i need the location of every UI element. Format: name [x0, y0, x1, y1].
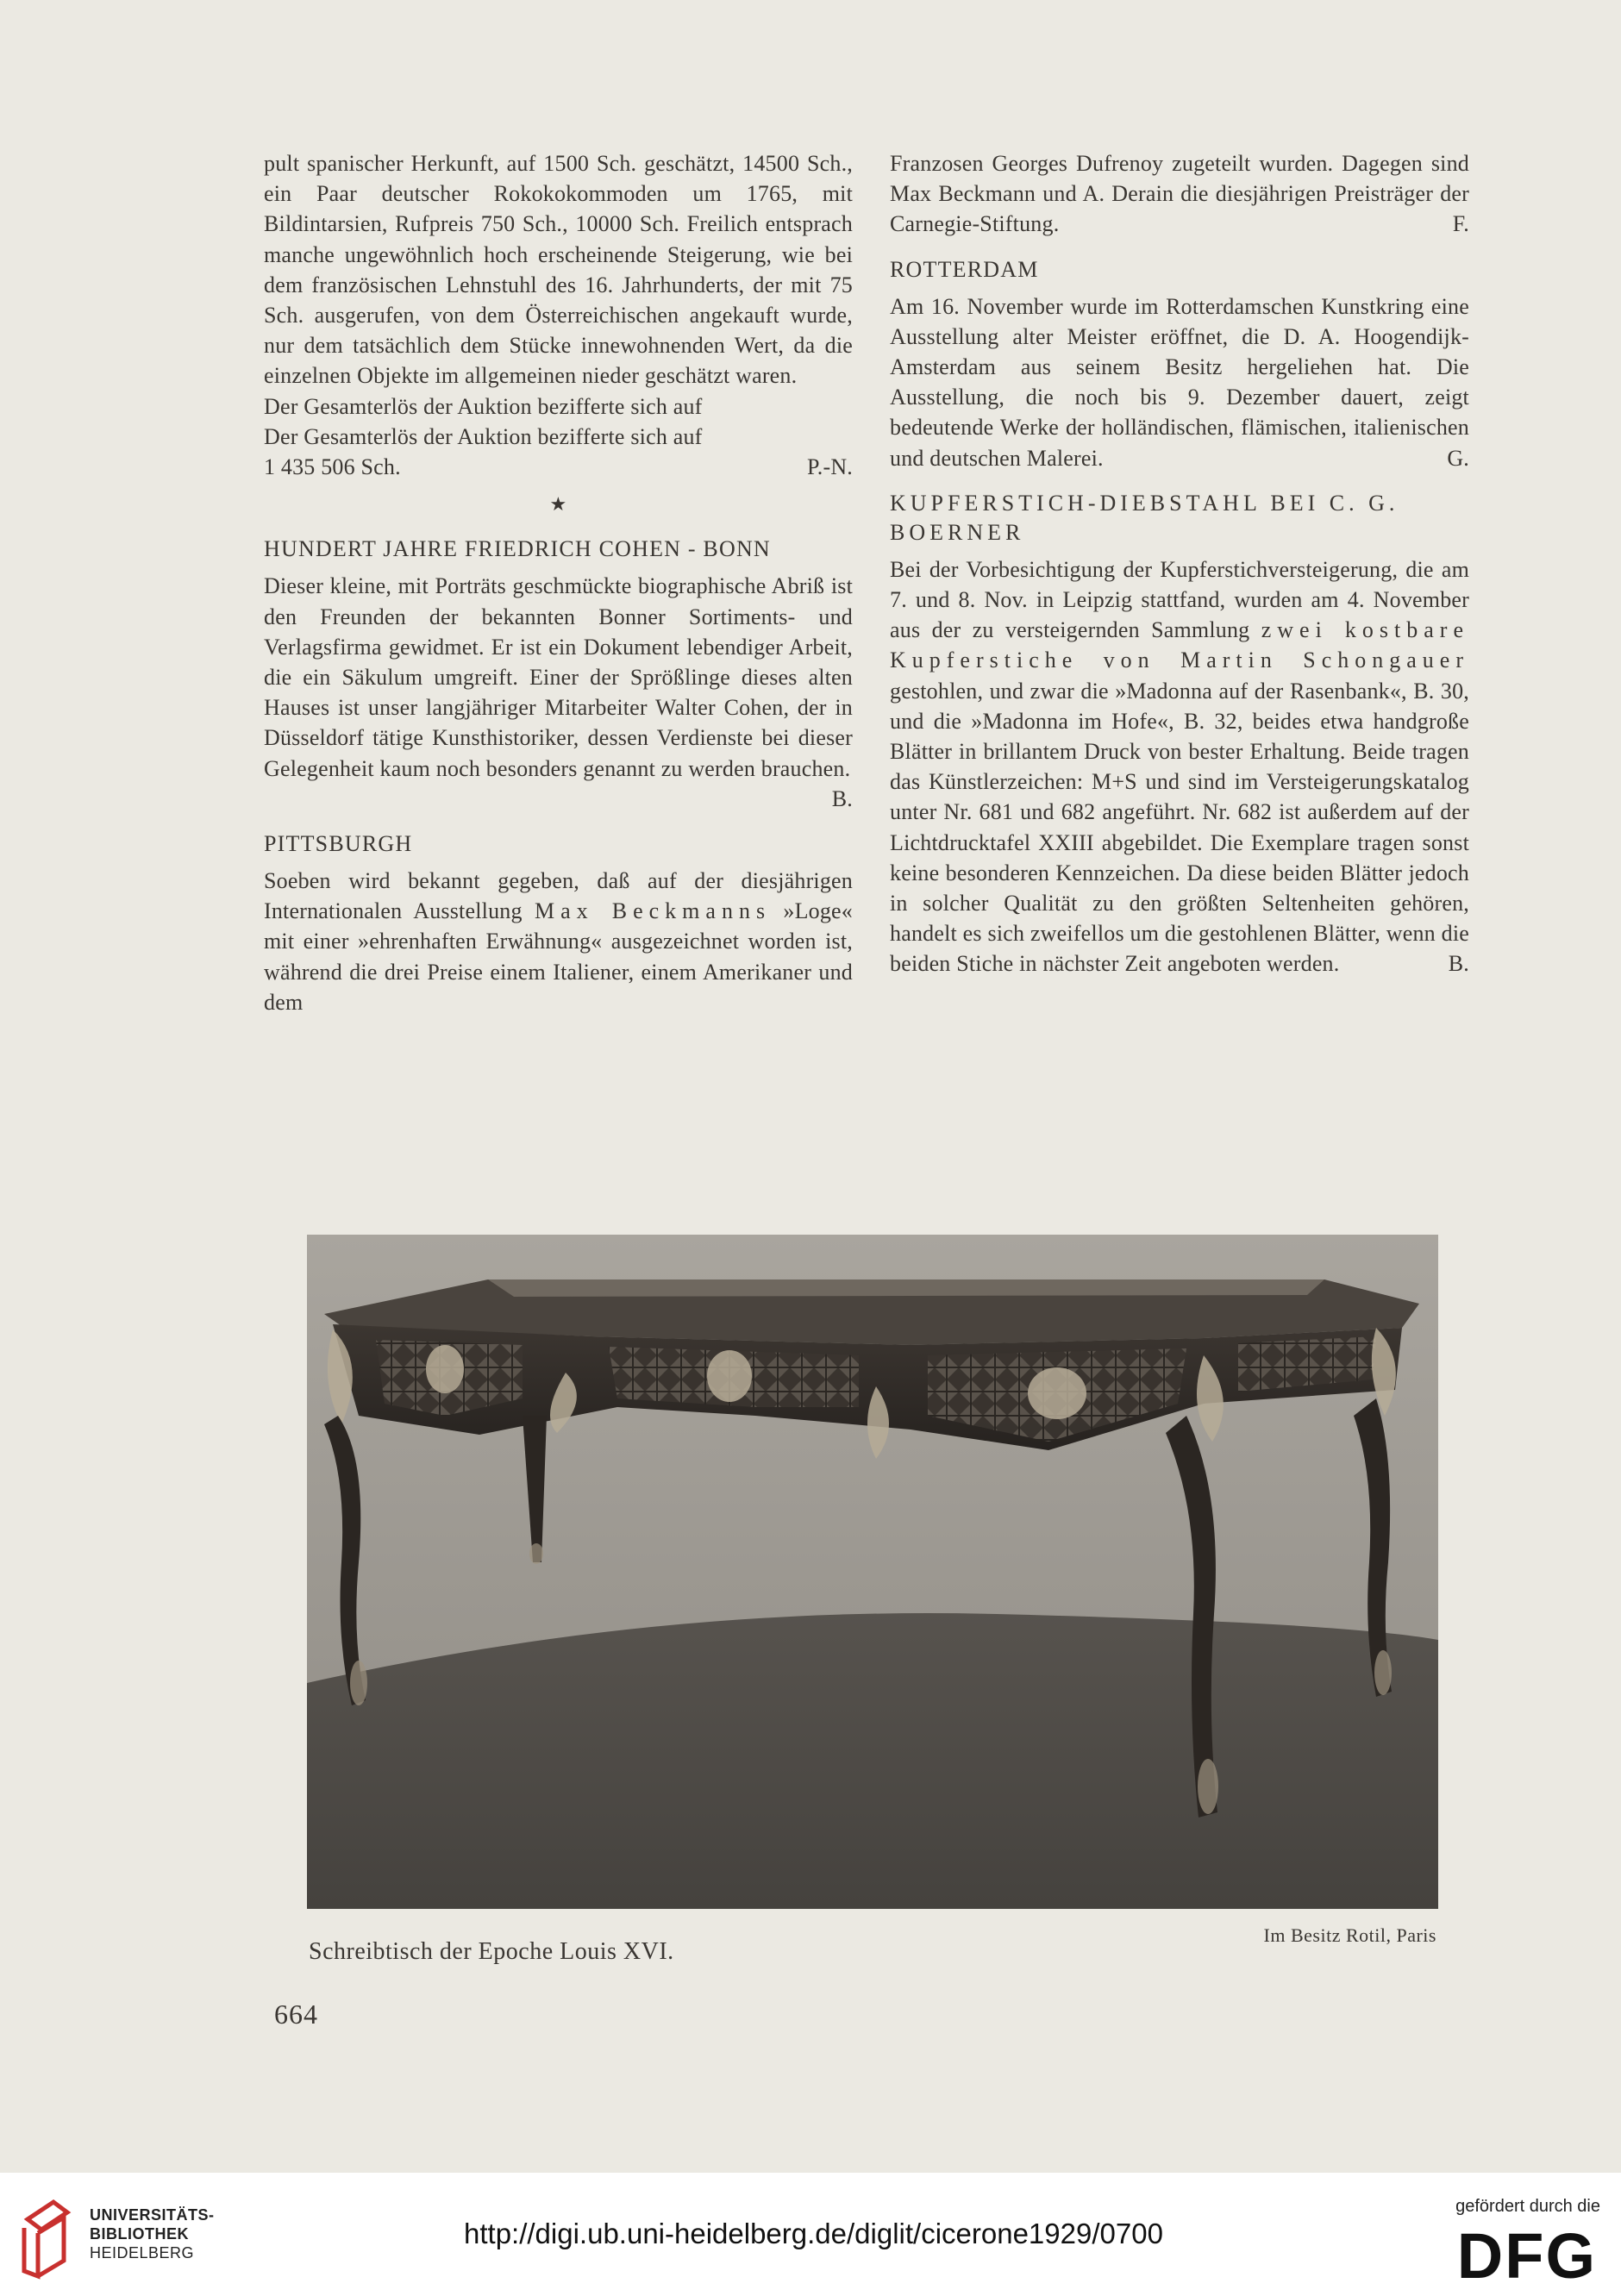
dfg-logo: DFG [1456, 2220, 1597, 2292]
pittsburgh-text-1: Soeben wird bekannt gegeben, daß auf der diesjährigen Internationalen Ausstellung [264, 868, 853, 924]
cohen-signature: B. [831, 785, 853, 811]
theft-text-2: gestohlen, und zwar die »Madonna auf der Rasenbank«, B. 30, und die »Madonna im Hofe«, B. 32, beides etwa handgroße Blätter in brillantem Druck von bester Erhaltung. Beide tragen das Künstlerzeichen: M+S und sind im Versteigerungskatalog unter Nr. 681 und 682 angeführt. Nr. 682 ist außerdem auf der Lichtdrucktafel XXIII abgebildet. Die Exemplare tragen sonst keine besonderen Kennzeichen. Da diese beiden Blätter jedoch in solcher Qualität zu den größten Seltenheiten gehören, handelt es sich zweifellos um die gestohlenen Blätter, wenn die beiden Stiche in nächster Zeit angeboten werden. [890, 678, 1469, 977]
theft-signature: B. [1448, 951, 1469, 977]
figure-credit: Im Besitz Rotil, Paris [1263, 1924, 1436, 1946]
pittsburgh-text-2: »Loge« mit einer »ehrenhaften Erwähnung« ausgezeichnet worden ist, während die drei Preise einem Italiener, einem Amerikaner und dem [264, 898, 853, 1015]
desk-illustration [307, 1235, 1438, 1909]
auction-total-line: Der Gesamterlös der Auktion bezifferte sich auf [264, 393, 703, 419]
cohen-signature-row [264, 784, 853, 814]
library-line-3: HEIDELBERG [90, 2244, 195, 2262]
pittsburgh-artist-name: Max Beckmanns [534, 898, 772, 924]
digitization-footer [0, 2173, 1621, 2296]
funding-label: gefördert durch die [1455, 2197, 1600, 2216]
rotterdam-paragraph [890, 291, 1469, 473]
university-library-name [90, 2205, 215, 2262]
rotterdam-text: Am 16. November wurde im Rotterdamschen Kunstkring eine Ausstellung alter Meister eröffnet, die D. A. Hoogendijk-Amsterdam aus seinem Besitz hergeliehen hat. Die Ausstellung, die noch bis 9. Dezember dauert, zeigt bedeutende Werke der holländischen, flämischen, italienischen und deutschen Malerei. [890, 293, 1469, 471]
theft-heading: KUPFERSTICH-DIEBSTAHL BEI C. G. BOERNER [890, 490, 1399, 545]
library-line-1: UNIVERSITÄTS- [90, 2206, 215, 2224]
page-number: 664 [274, 1999, 318, 2030]
pittsburgh-cont-text: Franzosen Georges Dufrenoy zugeteilt wurden. Dagegen sind Max Beckmann und A. Derain die diesjährigen Preisträger der Carnegie-Stiftung. [890, 151, 1469, 237]
figure-caption: Schreibtisch der Epoche Louis XVI. [309, 1938, 674, 1965]
auction-signature: P.-N. [806, 454, 853, 480]
theft-spaced-text: zwei kostbare Kupferstiche von Martin Schongauer [890, 617, 1469, 673]
library-line-2: BIBLIOTHEK [90, 2225, 189, 2243]
auction-total-row [264, 452, 853, 482]
auction-total-line-2: Der Gesamterlös der Auktion bezifferte sich auf [264, 423, 703, 449]
auction-paragraph: pult spanischer Herkunft, auf 1500 Sch. geschätzt, 14500 Sch., ein Paar deutscher Rokokokommoden um 1765, mit Bildintarsien, Rufpreis 750 Sch., 10000 Sch. Freilich entsprach manche ungewöhnlich hoch erscheinende Steigerung, wie bei dem französischen Lehnstuhl des 16. Jahrhunderts, der mit 75 Sch. ausgerufen, von dem Österreichischen angekauft wurde, nur dem tatsächlich dem Stücke innewohnenden Wert, da die einzelnen Objekte im allgemeinen nieder geschätzt waren. [264, 151, 853, 389]
cohen-heading: HUNDERT JAHRE FRIEDRICH COHEN - BONN [264, 536, 771, 562]
desk-photograph [307, 1235, 1438, 1909]
theft-text-1: Bei der Vorbesichtigung der Kupferstichversteigerung, die am 7. und 8. Nov. in Leipzig stattfand, wurden am 4. November aus der zu versteigernden Sammlung [890, 556, 1469, 643]
permalink-url[interactable]: http://digi.ub.uni-heidelberg.de/diglit/cicerone1929/0700 [464, 2218, 1163, 2249]
section-separator-star: ★ [549, 493, 567, 516]
rotterdam-signature: G. [1447, 445, 1469, 471]
right-column [890, 148, 1469, 979]
pittsburgh-continuation [890, 148, 1469, 240]
theft-paragraph [890, 554, 1469, 979]
pittsburgh-heading: PITTSBURGH [264, 831, 413, 857]
university-library-logo-icon [19, 2193, 72, 2280]
rotterdam-heading: ROTTERDAM [890, 256, 1039, 282]
pittsburgh-paragraph [264, 866, 853, 1017]
auction-total-amount: 1 435 506 Sch. [264, 454, 401, 480]
left-column [264, 148, 853, 1017]
cohen-paragraph: Dieser kleine, mit Porträts geschmückte biographische Abriß ist den Freunden der bekannten Bonner Sortiments- und Verlagsfirma gewidmet. Er ist ein Dokument lebendiger Arbeit, die ein Säkulum umgreift. Einer der Sprößlinge dieses alten Hauses ist unser langjähriger Mitarbeiter Walter Cohen, der in Düsseldorf tätige Kunsthistoriker, dessen Verdienste bei dieser Gelegenheit kaum noch besonders genannt zu werden brauchen. [264, 573, 853, 781]
pittsburgh-signature: F. [1452, 211, 1469, 237]
